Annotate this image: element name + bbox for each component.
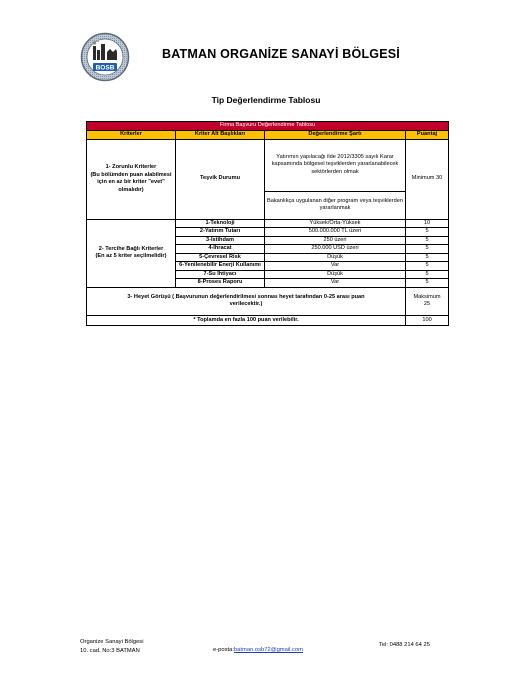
criterion-condition: Var [265, 262, 406, 271]
criterion-name: 6-Yenilenebilir Enerji Kullanımı [176, 262, 265, 271]
criterion-name: 8-Proses Raporu [176, 279, 265, 288]
criterion-name: 5-Çevresel Risk [176, 253, 265, 262]
section2-title: 2- Tercihe Bağlı Kriterler [98, 245, 164, 252]
footer-email [213, 646, 303, 655]
footer-email-link[interactable]: batman.osb72@gmail.com [233, 647, 303, 653]
footer-phone: Tel: 0488 214 64 25 [379, 642, 430, 648]
section1-condition1: Yatırımın yapılacağı ilde 2012/3305 sayılı Karar kapsamında bölgesel teşviklerden yararlanabilecek sektörlerden olmak [265, 139, 406, 191]
criterion-name: 4-İhracat [176, 245, 265, 254]
section1-note: (Bu bölümden puan alabilmesi için en az bir kriter "evet" olmalıdır) [90, 171, 172, 193]
bosb-logo [80, 32, 130, 82]
section1-title: 1- Zorunlu Kriterler [105, 163, 157, 170]
table-main-header: Firma Başvuru Değerlendirme Tablosu [87, 122, 449, 131]
footer-email-label: e-posta: [213, 647, 234, 653]
document-title: Tip Değerlendirme Tablosu [211, 95, 321, 105]
column-header: Puantaj [406, 130, 449, 139]
table-row [87, 219, 449, 228]
section1-score: Minimum 30 [406, 139, 449, 219]
logo-text: BOSB [95, 64, 115, 72]
section2-note: (En az 5 kriter seçilmelidir) [95, 253, 167, 260]
criterion-condition: Düşük [265, 270, 406, 279]
criterion-name: 1-Teknoloji [176, 219, 265, 228]
criterion-condition: 500.000.000 TL üzeri [265, 228, 406, 237]
section3-score-value: 25 [423, 301, 431, 308]
footer-address [80, 638, 143, 655]
org-title: BATMAN ORGANİZE SANAYİ BÖLGESİ [162, 47, 400, 61]
criterion-name: 7-Su İhtiyacı [176, 270, 265, 279]
section3-score-cell [406, 287, 449, 315]
table-main-header-row [87, 122, 449, 131]
column-header: Kriterler [87, 130, 176, 139]
criterion-condition: 250.000 USD üzeri [265, 245, 406, 254]
section1-condition2: Bakanlıkça uygulanan diğer program veya teşviklerden yararlanmak [265, 191, 406, 219]
criterion-condition: Yüksek/Orta-Yüksek [265, 219, 406, 228]
criterion-name: 3-İstihdam [176, 236, 265, 245]
table-row [87, 287, 449, 315]
footer-org-line2: 10. cad. No:3 BATMAN [80, 647, 140, 654]
section1-cell [87, 139, 176, 219]
column-header: Değerlendirme Şartı [265, 130, 406, 139]
table-column-header-row [87, 130, 449, 139]
criterion-score: 5 [406, 270, 449, 279]
criterion-name: 2-Yatırım Tutarı [176, 228, 265, 237]
section1-subheading: Teşvik Durumu [176, 139, 265, 219]
table-row [87, 139, 449, 191]
criterion-condition: Var [265, 279, 406, 288]
criterion-score: 5 [406, 236, 449, 245]
criterion-condition: Düşük [265, 253, 406, 262]
section3-text: 3- Heyet Görüşü ( Başvurunun değerlendirilmesi sonrası heyet tarafından 0-25 arası puan verilecektir.) [87, 287, 406, 315]
total-text: * Toplamda en fazla 100 puan verilebilir. [87, 315, 406, 325]
footer-org-line1: Organize Sanayi Bölgesi [80, 639, 144, 645]
criterion-score: 5 [406, 228, 449, 237]
table-row [87, 315, 449, 325]
column-header: Kriter Alt Başlıkları [176, 130, 265, 139]
criterion-score: 5 [406, 253, 449, 262]
evaluation-table [86, 121, 449, 326]
criterion-score: 5 [406, 279, 449, 288]
section3-score-label: Maksimum [413, 293, 441, 300]
criterion-score: 5 [406, 262, 449, 271]
criterion-score: 5 [406, 245, 449, 254]
total-score: 100 [406, 315, 449, 325]
criterion-condition: 250 üzeri [265, 236, 406, 245]
section2-cell [87, 219, 176, 287]
criterion-score: 10 [406, 219, 449, 228]
